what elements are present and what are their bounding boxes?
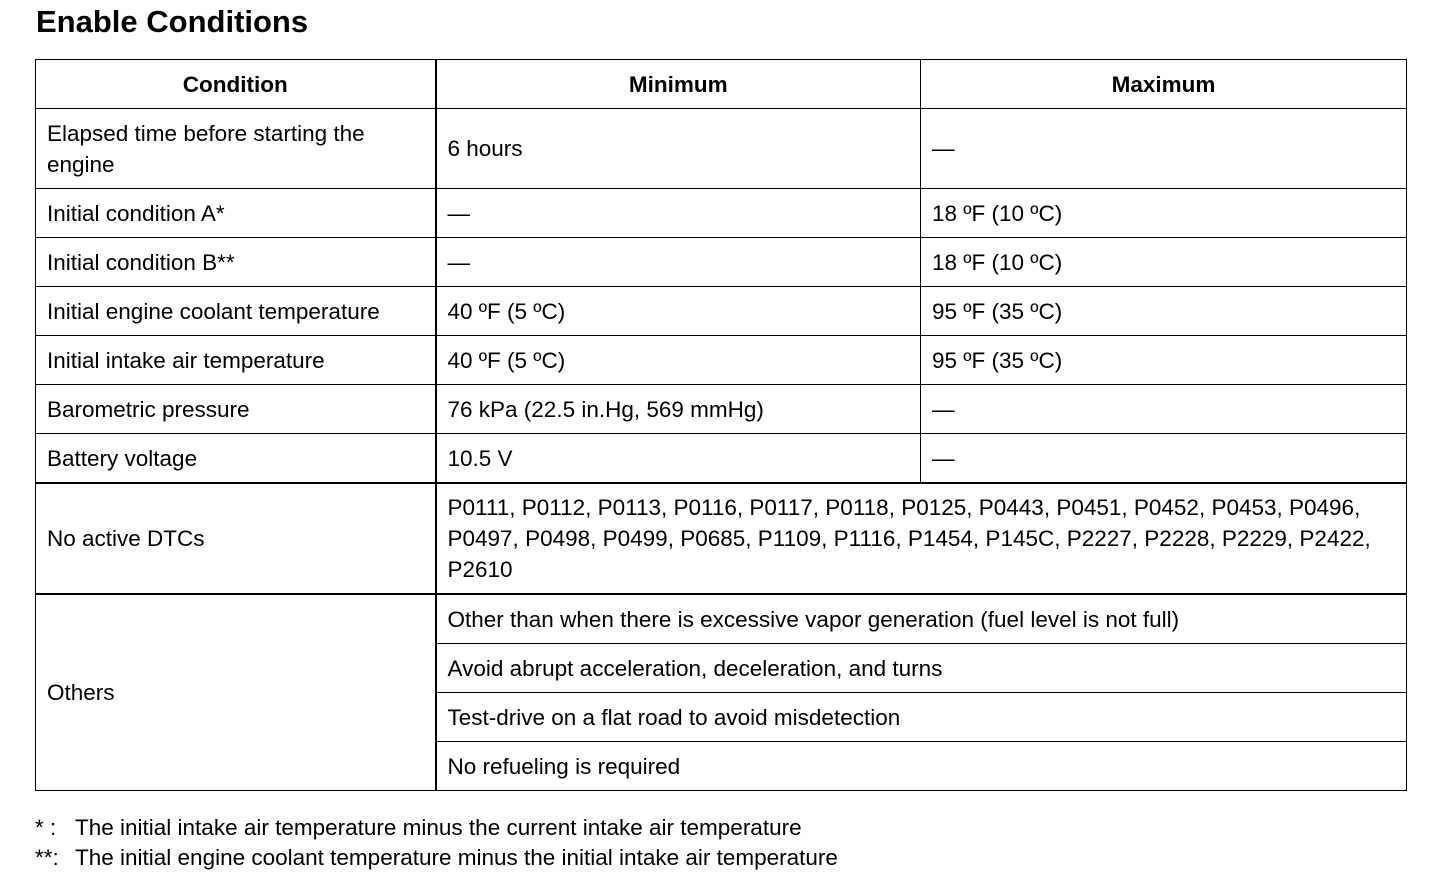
condition-cell: Elapsed time before starting the engine	[36, 109, 436, 189]
others-item: Test-drive on a flat road to avoid misdetection	[436, 693, 1407, 742]
condition-cell: Battery voltage	[36, 434, 436, 484]
table-row	[36, 109, 1407, 189]
footnote-text: The initial engine coolant temperature minus the initial intake air temperature	[75, 845, 838, 870]
others-row	[36, 594, 1407, 644]
condition-cell: Initial engine coolant temperature	[36, 287, 436, 336]
dtc-list-cell: P0111, P0112, P0113, P0116, P0117, P0118, P0125, P0443, P0451, P0452, P0453, P0496, P0497, P0498, P0499, P0685, P1109, P1116, P1454, P145C, P2227, P2228, P2229, P2422, P2610	[436, 483, 1407, 594]
footnote-mark: **:	[35, 845, 59, 870]
maximum-cell: 18 ºF (10 ºC)	[921, 238, 1407, 287]
table-row	[36, 238, 1407, 287]
page-title: Enable Conditions	[36, 4, 309, 39]
dtc-row	[36, 483, 1407, 594]
maximum-cell: 95 ºF (35 ºC)	[921, 287, 1407, 336]
footnote-text: The initial intake air temperature minus the current intake air temperature	[75, 815, 802, 840]
maximum-cell: —	[921, 434, 1407, 484]
others-item: Avoid abrupt acceleration, deceleration, and turns	[436, 644, 1407, 693]
others-item: Other than when there is excessive vapor generation (fuel level is not full)	[436, 594, 1407, 644]
condition-cell: Barometric pressure	[36, 385, 436, 434]
maximum-cell: 18 ºF (10 ºC)	[921, 189, 1407, 238]
maximum-cell: —	[921, 109, 1407, 189]
footnote	[35, 843, 838, 873]
footnote	[35, 813, 802, 843]
minimum-cell: —	[436, 238, 921, 287]
minimum-cell: 40 ºF (5 ºC)	[436, 336, 921, 385]
table-row	[36, 287, 1407, 336]
condition-cell: Initial intake air temperature	[36, 336, 436, 385]
column-header-condition: Condition	[36, 60, 436, 109]
table-row	[36, 434, 1407, 484]
minimum-cell: 6 hours	[436, 109, 921, 189]
column-header-maximum: Maximum	[921, 60, 1407, 109]
condition-cell-others: Others	[36, 594, 436, 791]
others-item: No refueling is required	[436, 742, 1407, 791]
maximum-cell: 95 ºF (35 ºC)	[921, 336, 1407, 385]
condition-cell: Initial condition B**	[36, 238, 436, 287]
enable-conditions-table	[35, 59, 1407, 791]
condition-cell: No active DTCs	[36, 483, 436, 594]
column-header-minimum: Minimum	[436, 60, 921, 109]
table-row	[36, 189, 1407, 238]
minimum-cell: —	[436, 189, 921, 238]
condition-cell: Initial condition A*	[36, 189, 436, 238]
minimum-cell: 76 kPa (22.5 in.Hg, 569 mmHg)	[436, 385, 921, 434]
maximum-cell: —	[921, 385, 1407, 434]
table-row	[36, 385, 1407, 434]
minimum-cell: 40 ºF (5 ºC)	[436, 287, 921, 336]
table-row	[36, 336, 1407, 385]
minimum-cell: 10.5 V	[436, 434, 921, 484]
table-header-row	[36, 60, 1407, 109]
footnote-mark: * :	[35, 815, 57, 840]
